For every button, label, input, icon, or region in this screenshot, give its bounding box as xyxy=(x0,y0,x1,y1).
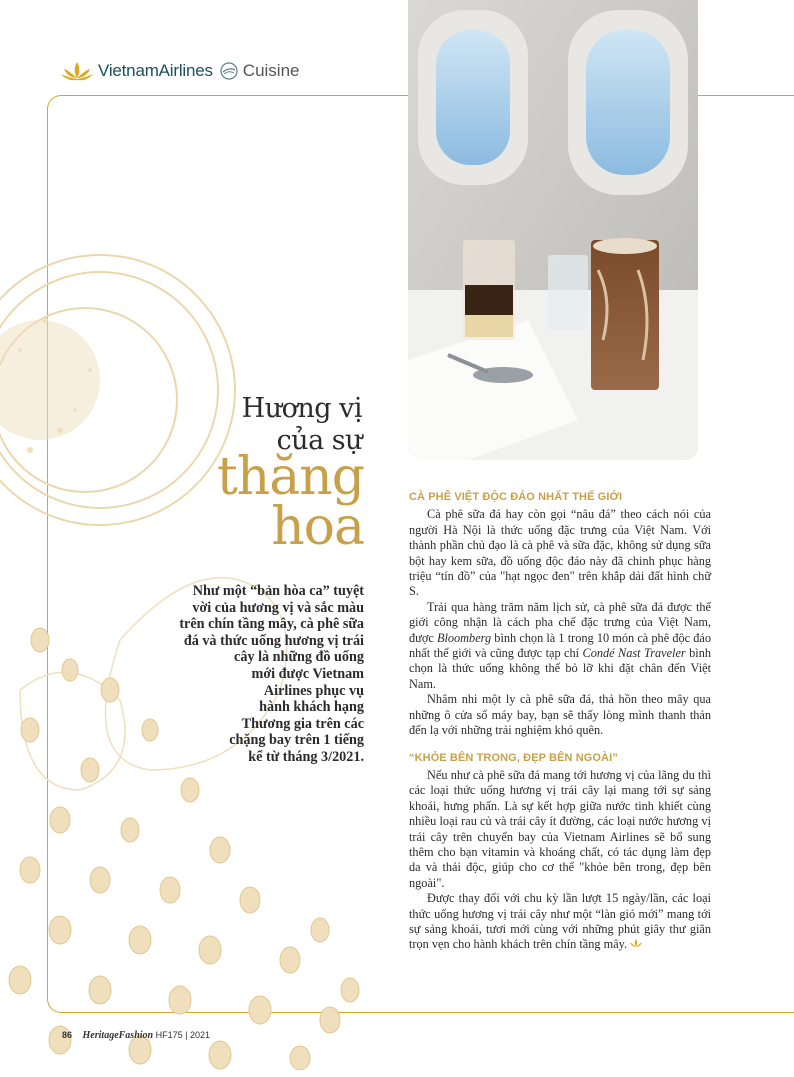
paragraph-5: Được thay đổi với chu kỳ lần lượt 15 ngày/lần, các loại thức uống hương vị trái cây như một “làn gió mới” mang tới sự sảng khoái, tươi mới cùng với những phút giây thư giãn trọn vẹn cho hành khách trên chín tầng mây. xyxy=(409,891,711,952)
title-line-2: của sự xyxy=(276,425,362,456)
title-lower xyxy=(216,447,364,557)
brand-name: VietnamAirlines xyxy=(98,61,213,80)
intro-line: Airlines phục vụ xyxy=(263,682,364,699)
header xyxy=(60,56,300,86)
intro-line: kể từ tháng 3/2021. xyxy=(248,748,364,765)
intro-line: vời của hương vị và sắc màu xyxy=(192,599,364,616)
lotus-logo-icon xyxy=(60,60,94,82)
intro-line: hành khách hạng xyxy=(259,699,364,716)
cabin-drinks-photo xyxy=(408,0,698,460)
intro-line: Thương gia trên các xyxy=(241,715,364,732)
intro-line: chặng bay trên 1 tiếng xyxy=(229,732,364,749)
issue-info: HF175 | 2021 xyxy=(155,1030,210,1040)
title-line-3: thăng xyxy=(216,447,364,507)
page-number: 86 xyxy=(62,1030,73,1040)
intro-lead xyxy=(164,583,364,766)
article-body xyxy=(409,490,711,953)
intro-line: đá và thức uống hương vị trái xyxy=(183,632,364,649)
magazine-name: HeritageFashion xyxy=(82,1030,154,1041)
conde-nast-name: Condé Nast Traveler xyxy=(582,646,686,661)
intro-line: mới được Vietnam xyxy=(251,665,364,682)
intro-line: trên chín tầng mây, cà phê sữa xyxy=(179,616,364,633)
intro-line: Như một “bản hòa ca” tuyệt xyxy=(192,583,364,599)
section-heading-1: CÀ PHÊ VIỆT ĐỘC ĐÁO NHẤT THẾ GIỚI xyxy=(409,491,623,503)
bloomberg-name: Bloomberg xyxy=(436,630,492,645)
lotus-endmark-icon xyxy=(629,938,643,948)
paragraph-4: Nếu như cà phê sữa đá mang tới hương vị của lãng du thì các loại thức uống hương vị trái cây lại mang tới sự sảng khoái, hưng phấn. Là sự kết hợp giữa nước tinh khiết cùng nhiều loại rau củ và trái cây ít đường, các loại nước hương vị trái cây trên chuyến bay của Vietnam Airlines sẽ bổ sung thêm cho bạn vitamin và khoáng chất, có tác dụng làm đẹp da và thải độc, giúp cho cơ thể "khỏe bên trong, đẹp bên ngoài". xyxy=(409,767,711,890)
title-line-4: hoa xyxy=(271,497,364,557)
skyteam-icon xyxy=(219,61,239,81)
section-name: Cuisine xyxy=(242,61,300,80)
paragraph-2: Trải qua hàng trăm năm lịch sử, cà phê sữa đá được thế giới công nhận là cách pha chế đặc trưng của Việt Nam, được Bloomberg bình chọn là 1 trong 10 món cà phê độc đáo nhất thế giới và cũng được tạp chí Condé Nast Traveler bình chọn là thức uống không thể bỏ lỡ khi đặt chân đến Việt Nam. xyxy=(409,599,711,691)
title-line-1: Hương vị xyxy=(241,393,362,424)
intro-line: cây là những đồ uống xyxy=(234,649,364,666)
page-footer xyxy=(62,1030,210,1041)
paragraph-3: Nhâm nhi một ly cà phê sữa đá, thả hồn theo mây qua những ô cửa sổ máy bay, bạn sẽ thấy lòng mình thanh thản đến lạ với những trải nghiệm khó quên. xyxy=(409,692,711,738)
paragraph-1: Cà phê sữa đá hay còn gọi “nâu đá” theo cách nói của người Hà Nội là thức uống đặc trưng của Việt Nam. Với thành phần chủ đạo là cà phê và sữa đặc, không sử dụng sữa bột hay kem sữa, đồ uống độc đáo này đã chinh phục hàng triệu “tín đồ” của "hạt ngọc đen" trên khắp dải đất hình chữ S. xyxy=(409,507,711,599)
section-heading-2: “KHỎE BÊN TRONG, ĐẸP BÊN NGOÀI” xyxy=(409,751,618,764)
